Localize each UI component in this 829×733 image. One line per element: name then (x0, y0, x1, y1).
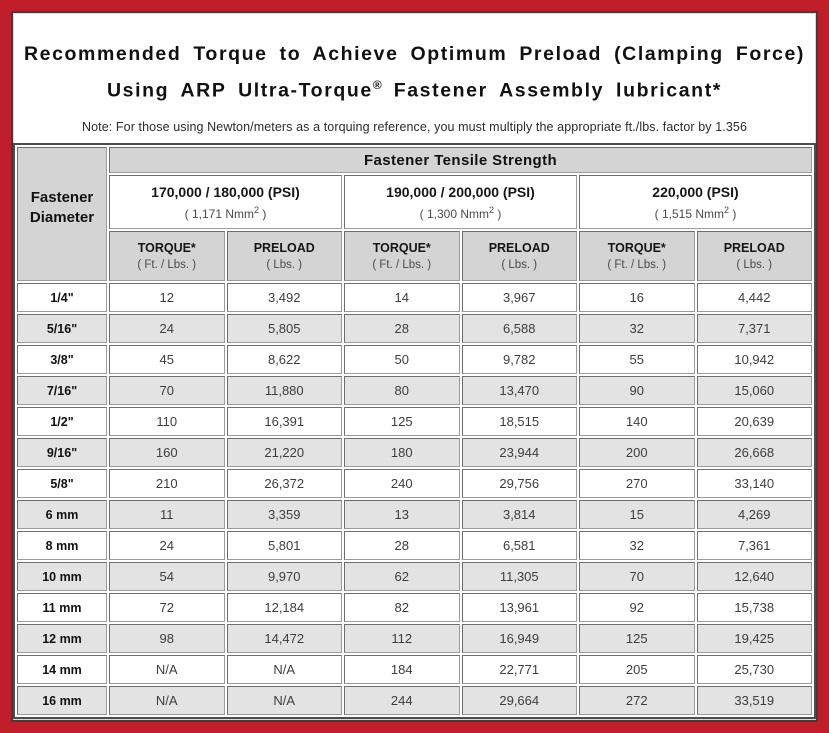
fastener-diameter-cell: 14 mm (17, 655, 107, 684)
torque-column-header: TORQUE* ( Ft. / Lbs. ) (579, 231, 695, 281)
table-row (17, 407, 812, 436)
preload-value-cell: 11,305 (462, 562, 578, 591)
preload-value-cell: 13,961 (462, 593, 578, 622)
fastener-diameter-cell: 12 mm (17, 624, 107, 653)
torque-table-body (17, 283, 812, 715)
torque-value-cell: 98 (109, 624, 225, 653)
strength-group-190-200 (344, 175, 577, 229)
torque-value-cell: 244 (344, 686, 460, 715)
torque-value-cell: 11 (109, 500, 225, 529)
torque-value-cell: 55 (579, 345, 695, 374)
table-row (17, 345, 812, 374)
psi-label: 220,000 (PSI) (652, 183, 739, 200)
torque-value-cell: 24 (109, 314, 225, 343)
preload-value-cell: N/A (227, 686, 343, 715)
table-row (17, 624, 812, 653)
torque-value-cell: 205 (579, 655, 695, 684)
corner-header-line2: Diameter (29, 208, 95, 226)
fastener-diameter-cell: 5/16" (17, 314, 107, 343)
preload-value-cell: N/A (227, 655, 343, 684)
preload-value-cell: 8,622 (227, 345, 343, 374)
page-title-line1: Recommended Torque to Achieve Optimum Preload (Clamping Force) (23, 43, 806, 65)
torque-spec-table (13, 143, 816, 719)
torque-value-cell: 32 (579, 314, 695, 343)
preload-value-cell: 23,944 (462, 438, 578, 467)
preload-value-cell: 3,492 (227, 283, 343, 312)
preload-value-cell: 33,519 (697, 686, 813, 715)
strength-group-220 (579, 175, 812, 229)
group-header-row (17, 147, 812, 173)
strength-group-170-180 (109, 175, 342, 229)
title-line2-suffix: Fastener Assembly lubricant* (381, 79, 722, 102)
fastener-diameter-cell: 8 mm (17, 531, 107, 560)
table-row (17, 376, 812, 405)
torque-value-cell: 45 (109, 345, 225, 374)
torque-value-cell: 14 (344, 283, 460, 312)
fastener-diameter-cell: 1/4" (17, 283, 107, 312)
table-row (17, 314, 812, 343)
preload-column-header: PRELOAD ( Lbs. ) (227, 231, 343, 281)
fastener-diameter-cell: 6 mm (17, 500, 107, 529)
fastener-diameter-cell: 11 mm (17, 593, 107, 622)
fastener-diameter-cell: 1/2" (17, 407, 107, 436)
tensile-strength-header: Fastener Tensile Strength (109, 147, 812, 173)
nmm-label: ( 1,171 Nmm$^2$ ) (184, 204, 267, 221)
psi-label: 170,000 / 180,000 (PSI) (151, 183, 300, 200)
fastener-diameter-cell: 5/8" (17, 469, 107, 498)
preload-value-cell: 4,442 (697, 283, 813, 312)
torque-value-cell: 70 (579, 562, 695, 591)
table-row (17, 686, 812, 715)
fastener-diameter-cell: 16 mm (17, 686, 107, 715)
torque-value-cell: 125 (579, 624, 695, 653)
torque-value-cell: 210 (109, 469, 225, 498)
psi-header-row (17, 175, 812, 229)
preload-value-cell: 16,949 (462, 624, 578, 653)
preload-value-cell: 33,140 (697, 469, 813, 498)
torque-value-cell: 72 (109, 593, 225, 622)
table-row (17, 531, 812, 560)
preload-value-cell: 6,588 (462, 314, 578, 343)
torque-value-cell: 12 (109, 283, 225, 312)
preload-value-cell: 15,738 (697, 593, 813, 622)
preload-value-cell: 25,730 (697, 655, 813, 684)
title-line2-prefix: Using ARP Ultra-Torque (107, 79, 373, 102)
preload-value-cell: 12,640 (697, 562, 813, 591)
torque-value-cell: 28 (344, 531, 460, 560)
preload-value-cell: 26,668 (697, 438, 813, 467)
torque-value-cell: 50 (344, 345, 460, 374)
preload-value-cell: 3,359 (227, 500, 343, 529)
torque-value-cell: 54 (109, 562, 225, 591)
preload-value-cell: 18,515 (462, 407, 578, 436)
torque-value-cell: 28 (344, 314, 460, 343)
preload-value-cell: 5,805 (227, 314, 343, 343)
torque-value-cell: N/A (109, 686, 225, 715)
torque-value-cell: 24 (109, 531, 225, 560)
preload-value-cell: 14,472 (227, 624, 343, 653)
preload-value-cell: 29,756 (462, 469, 578, 498)
torque-column-header: TORQUE* ( Ft. / Lbs. ) (344, 231, 460, 281)
fastener-diameter-cell: 3/8" (17, 345, 107, 374)
document-panel (11, 11, 818, 722)
preload-value-cell: 16,391 (227, 407, 343, 436)
fastener-diameter-header (17, 147, 107, 281)
torque-value-cell: 272 (579, 686, 695, 715)
preload-value-cell: 3,967 (462, 283, 578, 312)
torque-value-cell: 270 (579, 469, 695, 498)
preload-value-cell: 12,184 (227, 593, 343, 622)
torque-value-cell: 125 (344, 407, 460, 436)
nmm-label: ( 1,515 Nmm$^2$ ) (654, 204, 737, 221)
preload-value-cell: 3,814 (462, 500, 578, 529)
preload-value-cell: 6,581 (462, 531, 578, 560)
torque-value-cell: 13 (344, 500, 460, 529)
preload-value-cell: 19,425 (697, 624, 813, 653)
table-row (17, 469, 812, 498)
torque-value-cell: 32 (579, 531, 695, 560)
conversion-note: Note: For those using Newton/meters as a torquing reference, you must multiply the appropriate ft./lbs. factor by 1.356 (81, 119, 747, 134)
torque-value-cell: 82 (344, 593, 460, 622)
preload-value-cell: 29,664 (462, 686, 578, 715)
preload-value-cell: 22,771 (462, 655, 578, 684)
preload-value-cell: 15,060 (697, 376, 813, 405)
psi-label: 190,000 / 200,000 (PSI) (386, 183, 535, 200)
preload-value-cell: 21,220 (227, 438, 343, 467)
column-header-row (17, 231, 812, 281)
torque-value-cell: 16 (579, 283, 695, 312)
corner-header-line1: Fastener (30, 188, 94, 206)
preload-value-cell: 5,801 (227, 531, 343, 560)
title-block (13, 13, 816, 143)
preload-value-cell: 7,371 (697, 314, 813, 343)
nmm-label: ( 1,300 Nmm$^2$ ) (419, 204, 502, 221)
table-row (17, 438, 812, 467)
preload-value-cell: 7,361 (697, 531, 813, 560)
preload-value-cell: 4,269 (697, 500, 813, 529)
torque-value-cell: N/A (109, 655, 225, 684)
preload-value-cell: 11,880 (227, 376, 343, 405)
table-row (17, 562, 812, 591)
torque-value-cell: 240 (344, 469, 460, 498)
torque-value-cell: 110 (109, 407, 225, 436)
preload-column-header: PRELOAD ( Lbs. ) (697, 231, 813, 281)
preload-value-cell: 9,970 (227, 562, 343, 591)
torque-column-header: TORQUE* ( Ft. / Lbs. ) (109, 231, 225, 281)
preload-column-header: PRELOAD ( Lbs. ) (462, 231, 578, 281)
fastener-diameter-cell: 9/16" (17, 438, 107, 467)
torque-value-cell: 184 (344, 655, 460, 684)
preload-value-cell: 13,470 (462, 376, 578, 405)
table-row (17, 655, 812, 684)
table-row (17, 593, 812, 622)
table-row (17, 500, 812, 529)
preload-value-cell: 9,782 (462, 345, 578, 374)
preload-value-cell: 10,942 (697, 345, 813, 374)
torque-value-cell: 160 (109, 438, 225, 467)
torque-value-cell: 62 (344, 562, 460, 591)
fastener-diameter-cell: 7/16" (17, 376, 107, 405)
fastener-diameter-cell: 10 mm (17, 562, 107, 591)
registered-trademark-symbol: ® (372, 78, 382, 92)
torque-value-cell: 112 (344, 624, 460, 653)
torque-value-cell: 200 (579, 438, 695, 467)
preload-value-cell: 20,639 (697, 407, 813, 436)
torque-value-cell: 70 (109, 376, 225, 405)
preload-value-cell: 26,372 (227, 469, 343, 498)
torque-value-cell: 92 (579, 593, 695, 622)
torque-value-cell: 180 (344, 438, 460, 467)
torque-value-cell: 140 (579, 407, 695, 436)
torque-value-cell: 90 (579, 376, 695, 405)
torque-value-cell: 80 (344, 376, 460, 405)
table-row (17, 283, 812, 312)
page-title-line2 (13, 70, 816, 107)
torque-value-cell: 15 (579, 500, 695, 529)
